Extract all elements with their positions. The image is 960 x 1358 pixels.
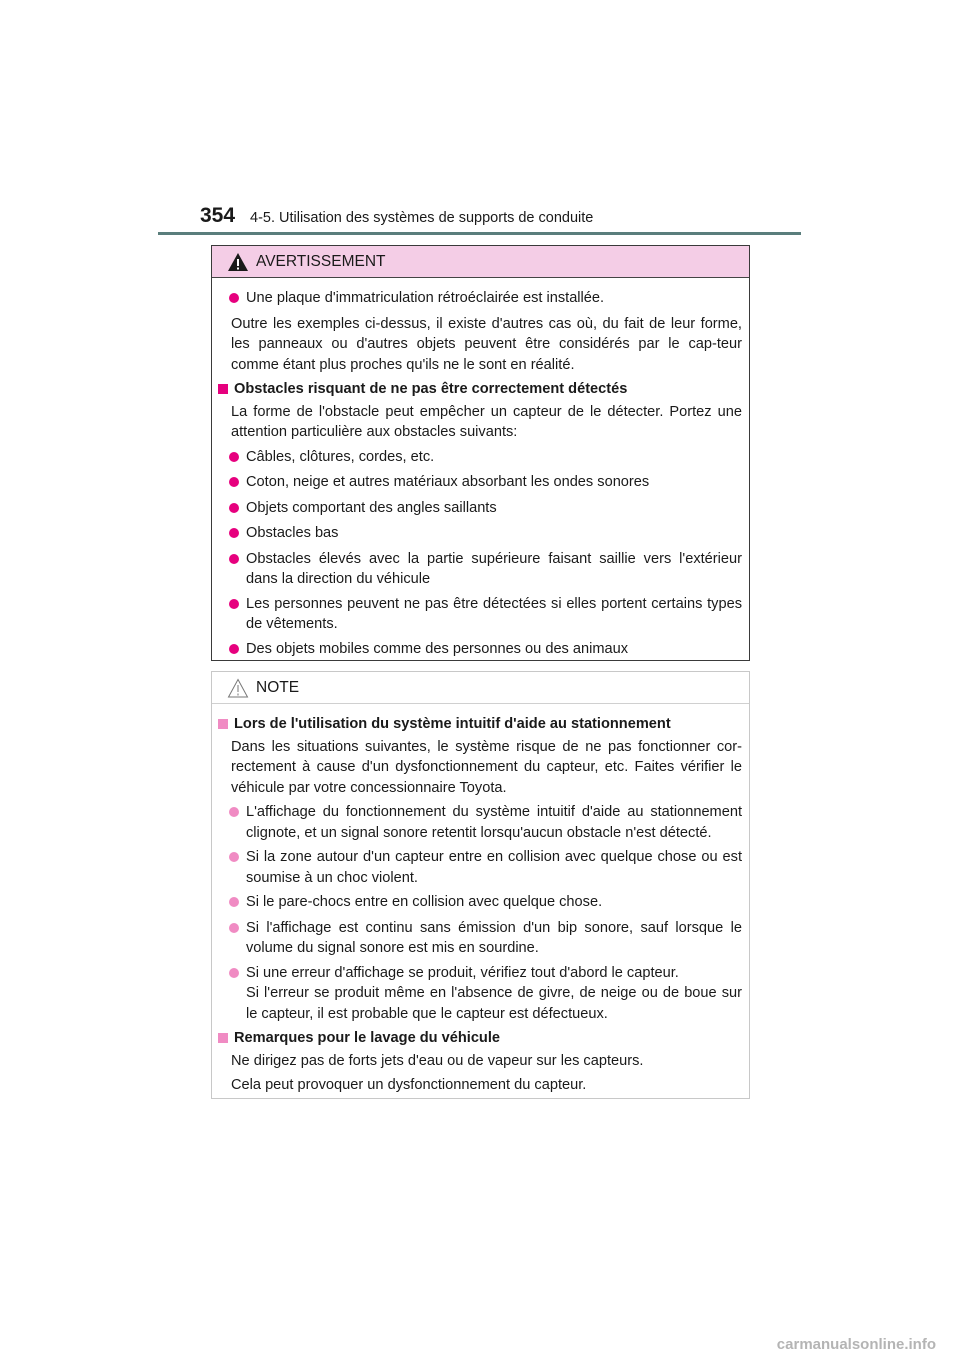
watermark-text: carmanualsonline.info	[776, 1336, 936, 1353]
section-heading: Remarques pour le lavage du véhicule	[218, 1028, 742, 1049]
bullet-icon	[229, 293, 239, 303]
list-item: Des objets mobiles comme des personnes ou des animaux	[218, 639, 742, 661]
list-item: Obstacles élevés avec la partie supérieure faisant saillie vers l'extérieur dans la direction du véhicule	[218, 549, 742, 590]
bullet-icon	[229, 554, 239, 564]
warning-triangle-icon	[227, 252, 249, 272]
page-number: 354	[200, 204, 236, 227]
paragraph: Outre les exemples ci-dessus, il existe d'autres cas où, du fait de leur forme, les panneaux ou d'autres objets peuvent être considérés par le cap-teur comme étant plus proches qu'ils ne le sont en réalité.	[231, 315, 742, 373]
note-content	[212, 704, 749, 1096]
section-heading: Obstacles risquant de ne pas être correctement détectés	[218, 379, 742, 400]
list-item: Obstacles bas	[218, 523, 742, 545]
section-heading: Lors de l'utilisation du système intuitif d'aide au stationnement	[218, 714, 742, 735]
caution-triangle-icon	[227, 678, 249, 698]
page-header	[200, 204, 800, 234]
square-bullet-icon	[218, 719, 228, 729]
list-item: Si la zone autour d'un capteur entre en collision avec quelque chose ou est soumise à un choc violent.	[218, 847, 742, 888]
paragraph: La forme de l'obstacle peut empêcher un capteur de le détecter. Portez une attention particulière aux obstacles suivants:	[231, 403, 742, 440]
square-bullet-icon	[218, 1033, 228, 1043]
bullet-icon	[229, 528, 239, 538]
paragraph: Ne dirigez pas de forts jets d'eau ou de vapeur sur les capteurs.	[231, 1052, 644, 1069]
list-item: Câbles, clôtures, cordes, etc.	[218, 447, 742, 469]
paragraph: Cela peut provoquer un dysfonctionnement du capteur.	[231, 1077, 587, 1093]
bullet-icon	[229, 807, 239, 817]
note-box	[211, 671, 750, 1099]
list-item: Si une erreur d'affichage se produit, vérifiez tout d'abord le capteur. Si l'erreur se produit même en l'absence de givre, de neige ou de boue sur le capteur, il est probable que le capteur est défectueux.	[218, 963, 742, 1025]
bullet-icon	[229, 452, 239, 462]
square-bullet-icon	[218, 384, 228, 394]
bullet-icon	[229, 477, 239, 487]
list-item: Coton, neige et autres matériaux absorbant les ondes sonores	[218, 472, 742, 494]
bullet-icon	[229, 503, 239, 513]
warning-header	[212, 246, 749, 278]
paragraph: Dans les situations suivantes, le système risque de ne pas fonctionner cor-rectement à cause d'un dysfonctionnement du capteur, etc. Faites vérifier le véhicule par votre concessionnaire Toyota.	[231, 738, 742, 796]
list-item: L'affichage du fonctionnement du système intuitif d'aide au stationnement clignote, et un signal sonore retentit lorsqu'aucun obstacle n'est détecté.	[218, 802, 742, 843]
bullet-icon	[229, 852, 239, 862]
list-item: Si l'affichage est continu sans émission d'un bip sonore, sauf lorsque le volume du signal sonore est mis en sourdine.	[218, 918, 742, 959]
list-item: Les personnes peuvent ne pas être détectées si elles portent certains types de vêtements.	[218, 594, 742, 635]
warning-content	[212, 278, 749, 660]
header-divider	[158, 232, 801, 235]
warning-title: AVERTISSEMENT	[256, 253, 386, 270]
watermark	[0, 1335, 960, 1358]
bullet-icon	[229, 599, 239, 609]
section-title: 4-5. Utilisation des systèmes de supports de conduite	[250, 210, 594, 226]
note-title: NOTE	[256, 679, 300, 696]
bullet-icon	[229, 968, 239, 978]
bullet-icon	[229, 923, 239, 933]
bullet-icon	[229, 644, 239, 654]
list-item: Si le pare-chocs entre en collision avec quelque chose.	[218, 892, 742, 914]
list-item: Une plaque d'immatriculation rétroéclairée est installée.	[218, 288, 742, 310]
note-header	[212, 672, 749, 704]
list-item: Objets comportant des angles saillants	[218, 498, 742, 520]
warning-box	[211, 245, 750, 661]
bullet-icon	[229, 897, 239, 907]
